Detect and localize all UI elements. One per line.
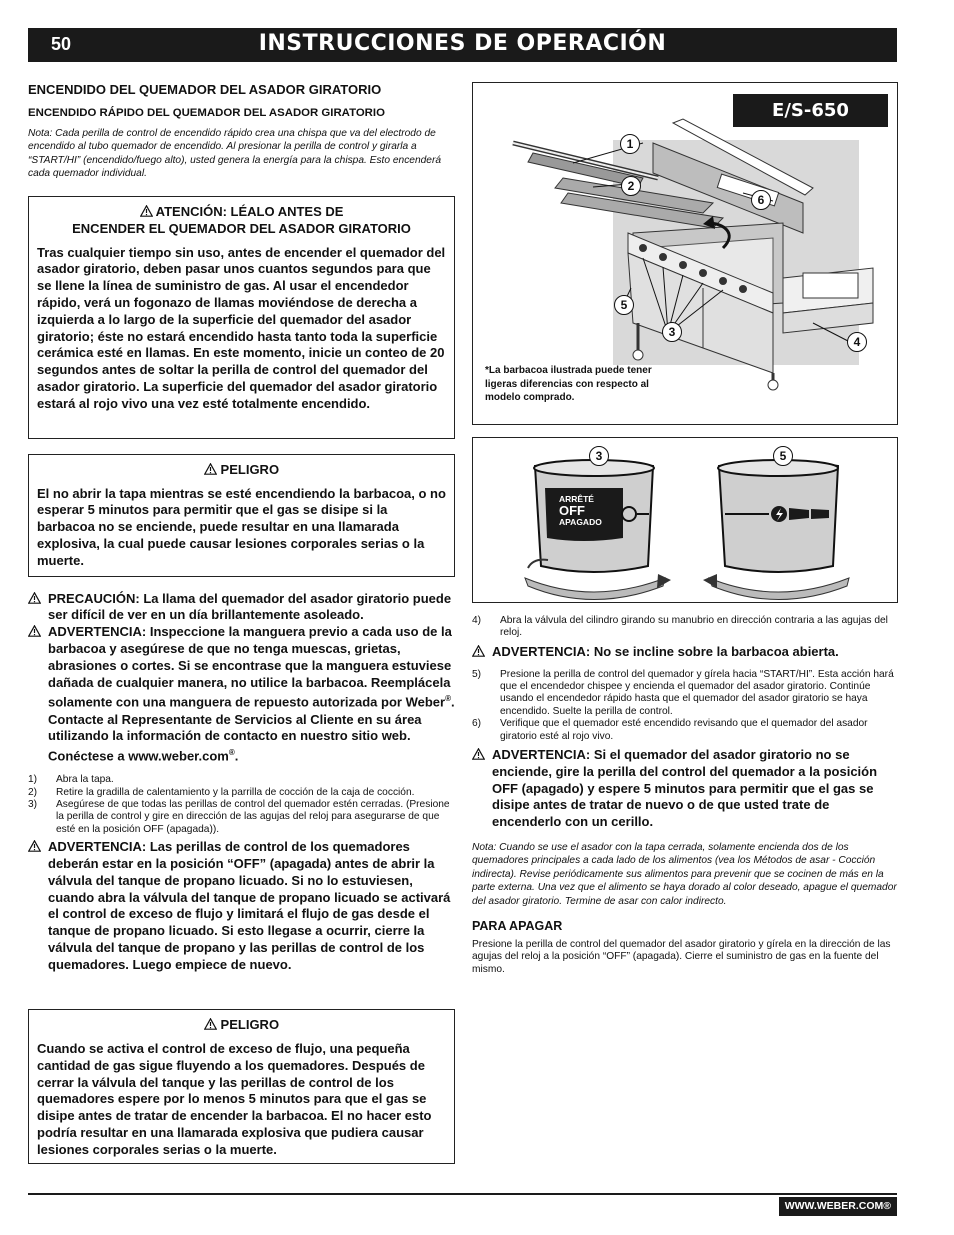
caution-body: PRECAUCIÓN: La llama del quemador del asador giratorio puede ser difícil de ver en un día brillantemente asoleado. <box>48 590 452 623</box>
callout-knob-5: 5 <box>773 446 793 466</box>
knob-label-off: OFF <box>559 503 585 518</box>
registered-mark: ® <box>228 748 235 758</box>
callout-knob-3: 3 <box>589 446 609 466</box>
knob-off-labels <box>559 494 629 528</box>
callout-6: 6 <box>751 190 771 210</box>
step-item: 4) Abra la válvula del cilindro girando su manubrio en dirección contraria a las agujas del reloj. <box>472 615 888 639</box>
danger-body-2: Cuando se activa el control de exceso de flujo, una pequeña cantidad de gas sigue fluyendo a los quemadores. Después de cerrar la válvula del tanque y las perillas de control de los quemadores espere por lo menos 5 minutos para que el gas se disipe antes de tratar de encender la barbacoa. El no hacer esto podría resultar en una llamarada explosiva que pudiera causar lesiones corporales serias o la muerte. <box>37 1041 432 1157</box>
callout-5: 5 <box>614 295 634 315</box>
danger-title-1-text: PELIGRO <box>220 461 280 477</box>
attention-title-line1: ATENCIÓN: LÉALO ANTES DE <box>155 203 344 219</box>
step-item: 5) Presione la perilla de control del quemador y gírela hacia “START/HI”. Esta acción hará que el encendedor chispee y encienda el quemador del asador giratorio. Continúe usando el encendedor rápido hasta que el quemador del asador giratorio se haya encendido. Suelte la perilla de control. <box>472 668 894 717</box>
danger-title-2-text: PELIGRO <box>220 1017 280 1032</box>
shutdown-heading: PARA APAGAR <box>472 919 563 934</box>
warning-knobs-body: ADVERTENCIA: Las perillas de control de los quemadores deberán estar en la posición “OFF” (apagada) antes de abrir la válvula del tanque de propano licuado. Si no lo estuviesen, cuando abra la válvula del tanque de propano licuado se activará el control de exceso de flujo y limitará el flujo de gas desde el tanque de propano licuado. Si esto llegase a ocurrir, cierre la válvula del tanque de propano y las perillas de control de los quemadores. Luego empiece de nuevo. <box>48 839 451 972</box>
closed-lid-note: Nota: Cuando se use el asador con la tapa cerrada, solamente encienda dos de los quemadores principales a cada lado de los alimentos (vea los Métodos de asar - Cocción indirecta). Revise periódicamente sus alimentos para prevenir que se cocinen de más en la parte externa. Una vez que el alimento se haya dorado al color deseado, apague el quemador del asador giratorio. Termine de asar con calor indirecto. <box>472 842 897 907</box>
period: . <box>234 748 239 764</box>
danger-body-1: El no abrir la tapa mientras se esté encendiendo la barbacoa, o no esperar 5 minutos para permitir que el gas se disipe si la barbacoa no se enciende, puede resultar en una llamarada explosiva, la cual puede causar lesiones corporales serias o la muerte. <box>37 485 446 568</box>
footer-url[interactable]: WWW.WEBER.COM® <box>779 1197 897 1216</box>
attention-title-line2: ENCENDER EL QUEMADOR DEL ASADOR GIRATORIO <box>72 220 411 236</box>
warning-triangle-icon <box>472 748 485 760</box>
knob-label-apagado: APAGADO <box>559 517 602 527</box>
callout-4: 4 <box>847 332 867 352</box>
callout-2: 2 <box>621 176 641 196</box>
danger-title-2 <box>37 1016 446 1033</box>
section-heading: ENCENDIDO DEL QUEMADOR DEL ASADOR GIRATORIO <box>28 82 382 97</box>
warning-triangle-icon <box>28 592 41 604</box>
warning-triangle-icon <box>204 463 217 475</box>
danger-title-1 <box>37 461 446 478</box>
grill-figure <box>472 82 898 425</box>
danger-box-2 <box>28 1009 455 1164</box>
warning-knobs-text <box>28 839 455 973</box>
warning-triangle-icon <box>28 840 41 852</box>
warning-not-lit-text <box>472 747 898 831</box>
knob-illustration <box>473 438 897 602</box>
callout-1: 1 <box>620 134 640 154</box>
ignition-note: Nota: Cada perilla de control de encendido rápido crea una chispa que va del electrodo de encendido al tubo quemador de encendido. Al presionar la perilla de control y girarla a “START/HI” (encendido/fuego alto), usted genera la energía para la chispa. Esto encenderá cada quemador individual. <box>28 128 442 180</box>
step-item: 6) Verifique que el quemador esté encendido revisando que el quemador del asador giratorio esté al rojo vivo. <box>472 718 868 742</box>
warning-triangle-icon <box>472 645 485 657</box>
model-tag: E/S-650 <box>733 94 888 127</box>
caution-text <box>28 591 455 625</box>
knob-figure <box>472 437 898 603</box>
steps-list-2 <box>472 615 898 640</box>
page-footer <box>28 1193 897 1212</box>
weber-website-link[interactable]: Conéctese a www.weber.com <box>48 748 229 764</box>
callout-3: 3 <box>662 322 682 342</box>
warning-triangle-icon <box>204 1018 217 1030</box>
attention-title <box>37 203 446 237</box>
warning-hose-body-2: . Contacte al Representante de Servicios al Cliente en su área utilizando la información de contacto en nuestro sitio web. <box>48 694 455 744</box>
warning-triangle-icon <box>28 625 41 637</box>
warning-hose-body: ADVERTENCIA: Inspeccione la manguera previo a cada uso de la barbacoa y asegúrese de que no tenga muescas, grietas, abrasiones o cortes. Si se encontrase que la manguera estuviese dañada de cualquier manera, no utilice la barbacoa. Reemplácela solamente con una manguera de repuesto autorizada por Weber <box>48 624 452 710</box>
page-header <box>28 28 897 62</box>
steps-list-3 <box>472 669 898 743</box>
knob-label-arrete: ARRÊTÉ <box>559 494 594 504</box>
warning-lean-body: ADVERTENCIA: No se incline sobre la barbacoa abierta. <box>492 643 839 659</box>
attention-body: Tras cualquier tiempo sin uso, antes de encender el quemador del asador giratorio, deben pasar unos cuantos segundos para que se llene la línea de suministro de gas. Al usar el encendedor rápido, verá un fogonazo de llamas moviéndose de derecha a izquierda a lo largo de la superficie del quemador del asador giratorio; éste no estará encendido hasta tanto toda la superficie cerámica esté en llamas. En este momento, inicie un conteo de 20 segundos antes de soltar la perilla de control del quemador del asador giratorio. La superficie del quemador del asador giratorio estará al rojo vivo una vez esté totalmente encendido. <box>37 244 446 411</box>
warning-triangle-icon <box>140 205 153 217</box>
warning-not-lit-body: ADVERTENCIA: Si el quemador del asador giratorio no se enciende, gire la perilla del control del quemador a la posición OFF (apagado) y espere 5 minutos para permitir que el gas se disipe antes de tratar de nuevo o de que usted trate de encenderlo con un cerillo. <box>492 747 878 830</box>
section-subheading: ENCENDIDO RÁPIDO DEL QUEMADOR DEL ASADOR GIRATORIO <box>28 107 385 119</box>
steps-list-1 <box>28 774 455 836</box>
registered-mark: ® <box>445 694 451 704</box>
page-title: INSTRUCCIONES DE OPERACIÓN <box>258 31 667 56</box>
shutdown-text: Presione la perilla de control del quemador del asador giratorio y gírela en la dirección de las agujas del reloj a la posición “OFF” (apagada). Cierre el suministro de gas en la fuente del mismo. <box>472 939 891 975</box>
warning-hose-text <box>28 624 455 765</box>
warning-lean-text <box>472 644 898 661</box>
figure-note: *La barbacoa ilustrada puede tener ligeras diferencias con respecto al modelo comprado. <box>485 365 652 403</box>
right-column-text <box>472 615 898 976</box>
step-item: 2) Retire la gradilla de calentamiento y la parrilla de cocción de la caja de cocción. <box>28 786 415 798</box>
step-item: 1) Abra la tapa. <box>28 774 114 786</box>
attention-box <box>28 196 455 439</box>
step-item: 3) Asegúrese de que todas las perillas de control del quemador estén cerradas. (Presione la perilla de control y gire en dirección de las agujas del reloj para asegurarse de que esté en la posición OFF (apagada)). <box>28 799 450 835</box>
left-column <box>28 82 455 1157</box>
danger-box-1 <box>28 454 455 577</box>
page-number: 50 <box>51 34 72 54</box>
